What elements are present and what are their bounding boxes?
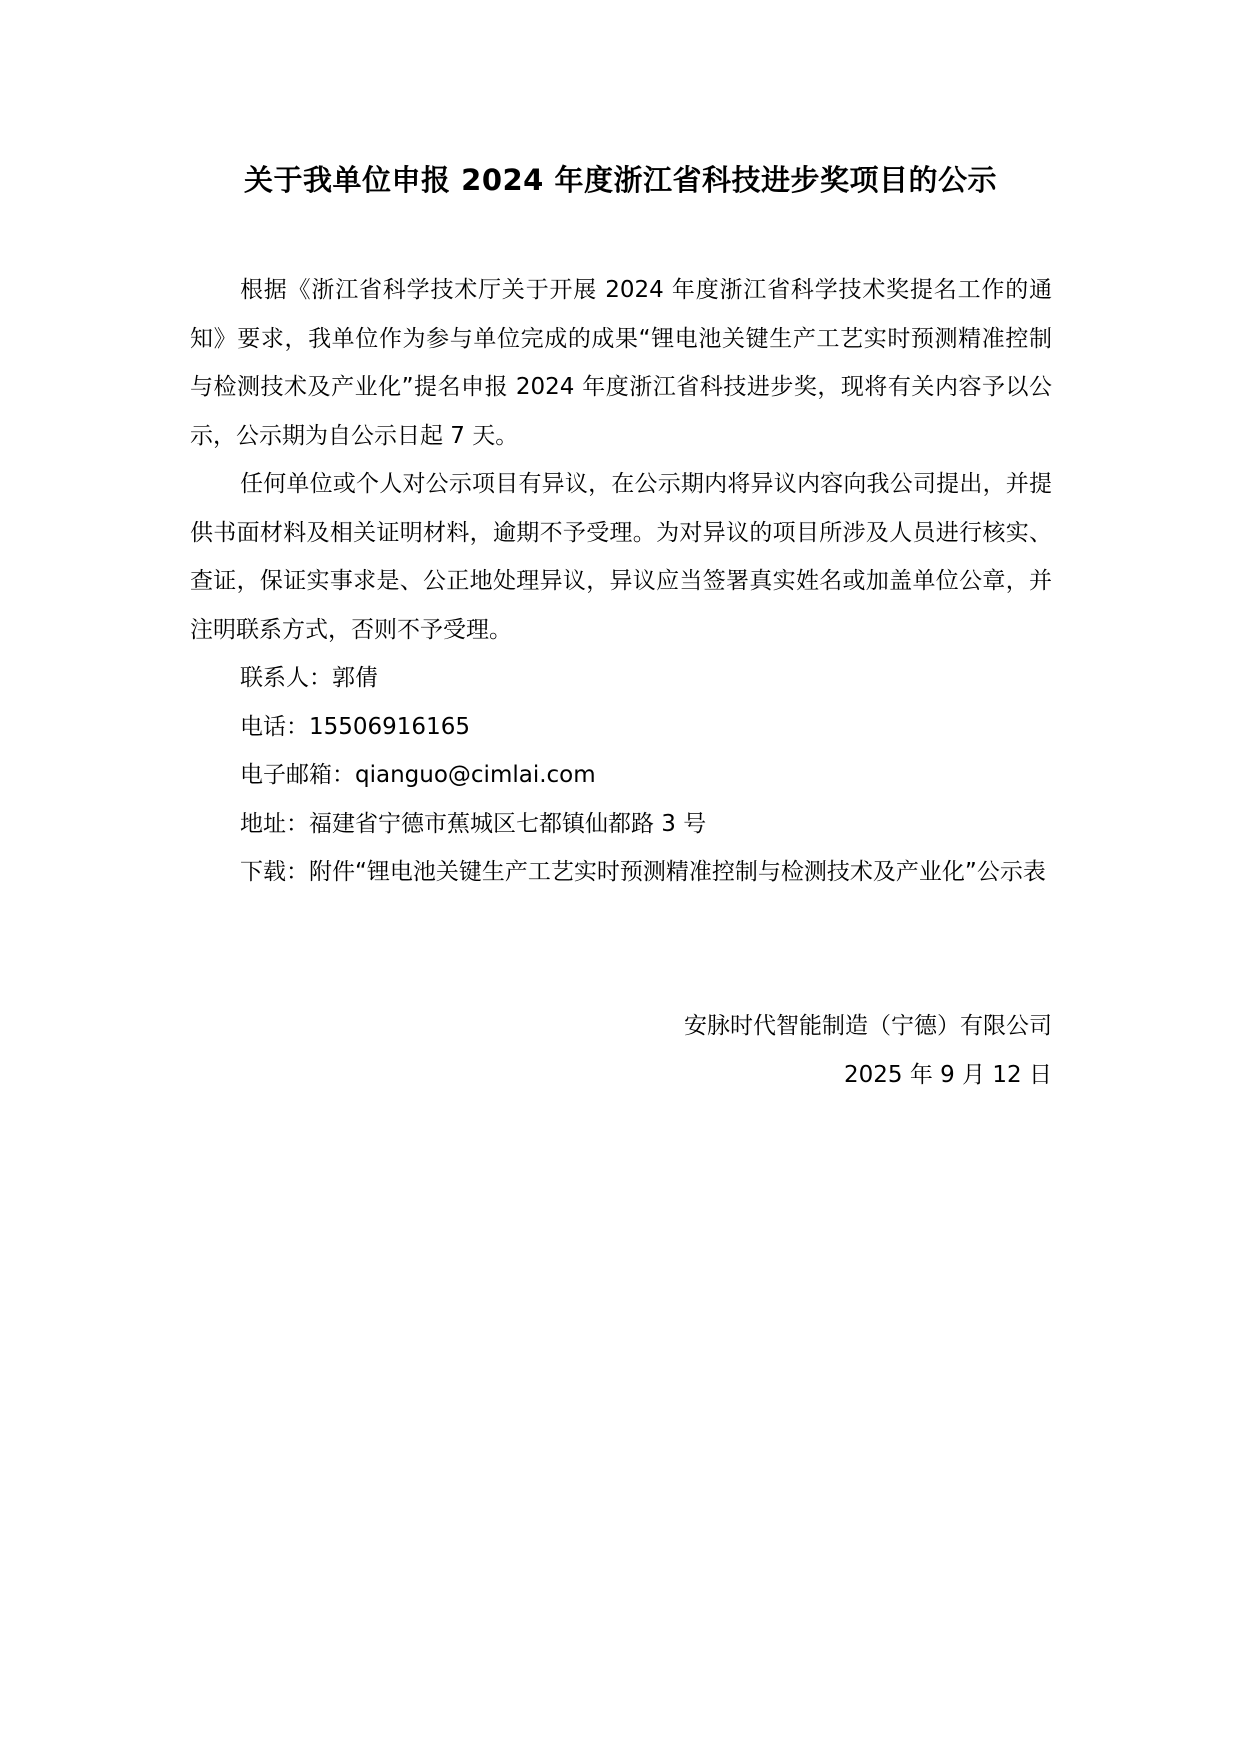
contact-phone: 电话：15506916165: [240, 713, 470, 740]
issue-date: 2025 年 9 月 12 日: [844, 1061, 1052, 1088]
download-attachment-link[interactable]: 下载：附件“锂电池关键生产工艺实时预测精准控制与检测技术及产业化”公示表: [240, 859, 1046, 885]
paragraph-objection: 任何单位或个人对公示项目有异议，在公示期内将异议内容向我公司提出，并提供书面材料及相关证明材料，逾期不予受理。为对异议的项目所涉及人员进行核实、查证，保证实事求是、公正地处理异议，异议应当签署真实姓名或加盖单位公章，并注明联系方式，否则不予受理。: [190, 471, 1052, 643]
contact-email: 电子邮箱：qianguo@cimlai.com: [240, 762, 596, 788]
contact-person: 联系人：郭倩: [240, 665, 378, 691]
company-name: 安脉时代智能制造（宁德）有限公司: [684, 1013, 1052, 1039]
contact-address: 地址：福建省宁德市蕉城区七都镇仙都路 3 号: [240, 810, 707, 837]
paragraph-announcement: 根据《浙江省科学技术厅关于开展 2024 年度浙江省科学技术奖提名工作的通知》要求，我单位作为参与单位完成的成果“锂电池关键生产工艺实时预测精准控制与检测技术及产业化”提名申报 2024 年度浙江省科技进步奖，现将有关内容予以公示，公示期为自公示日起 7 天。: [190, 277, 1052, 449]
page-title: 关于我单位申报 2024 年度浙江省科技进步奖项目的公示: [244, 163, 997, 197]
signature-block: [684, 1002, 1052, 1099]
document-body: [190, 266, 1052, 897]
